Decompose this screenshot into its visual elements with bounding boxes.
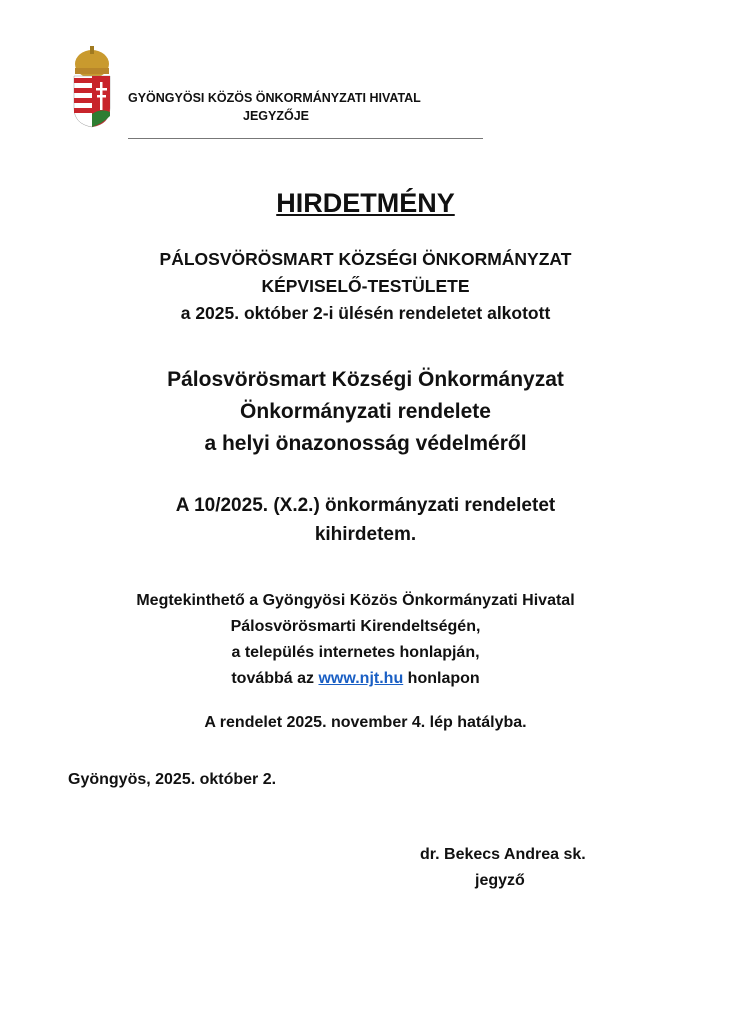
decree-title-line: Önkormányzati rendelete [240,400,491,423]
header-org [128,89,421,125]
signature [420,842,586,894]
place-date: Gyöngyös, 2025. október 2. [68,771,277,788]
decree-title-line: Pálosvörösmart Községi Önkormányzat [167,368,564,391]
intro-line: a 2025. október 2-i ülésén rendeletet alkotott [180,303,551,323]
effective-date: A rendelet 2025. november 4. lép hatályba. [204,714,527,731]
text: továbbá az [231,670,315,687]
announcement-line: kihirdetem. [314,524,417,545]
njt-link[interactable]: www.njt.hu [318,670,404,687]
hungarian-coat-of-arms-logo [70,46,114,128]
availability-line: Pálosvörösmarti Kirendeltségén, [230,618,481,635]
availability [0,588,711,692]
availability-line [0,666,711,692]
header-divider [128,138,483,139]
intro-line: KÉPVISELŐ-TESTÜLETE [261,276,470,296]
availability-line: Megtekinthető a Gyöngyösi Közös Önkormányzati Hivatal [136,592,575,609]
availability-line: a település internetes honlapján, [231,644,480,661]
announcement-line: A 10/2025. (X.2.) önkormányzati rendeletet [175,495,556,516]
signer-name: dr. Bekecs Andrea sk. [420,846,586,863]
org-role: JEGYZŐJE [243,109,309,123]
intro-line: PÁLOSVÖRÖSMART KÖZSÉGI ÖNKORMÁNYZAT [159,249,572,269]
intro [0,246,731,327]
page-title: HIRDETMÉNY [276,188,455,218]
signer-title: jegyző [475,872,525,889]
text: honlapon [407,670,480,687]
announcement [0,491,731,549]
decree-title [0,364,731,460]
decree-title-line: a helyi önazonosság védelméről [204,432,527,455]
org-name: GYÖNGYÖSI KÖZÖS ÖNKORMÁNYZATI HIVATAL [128,91,421,105]
